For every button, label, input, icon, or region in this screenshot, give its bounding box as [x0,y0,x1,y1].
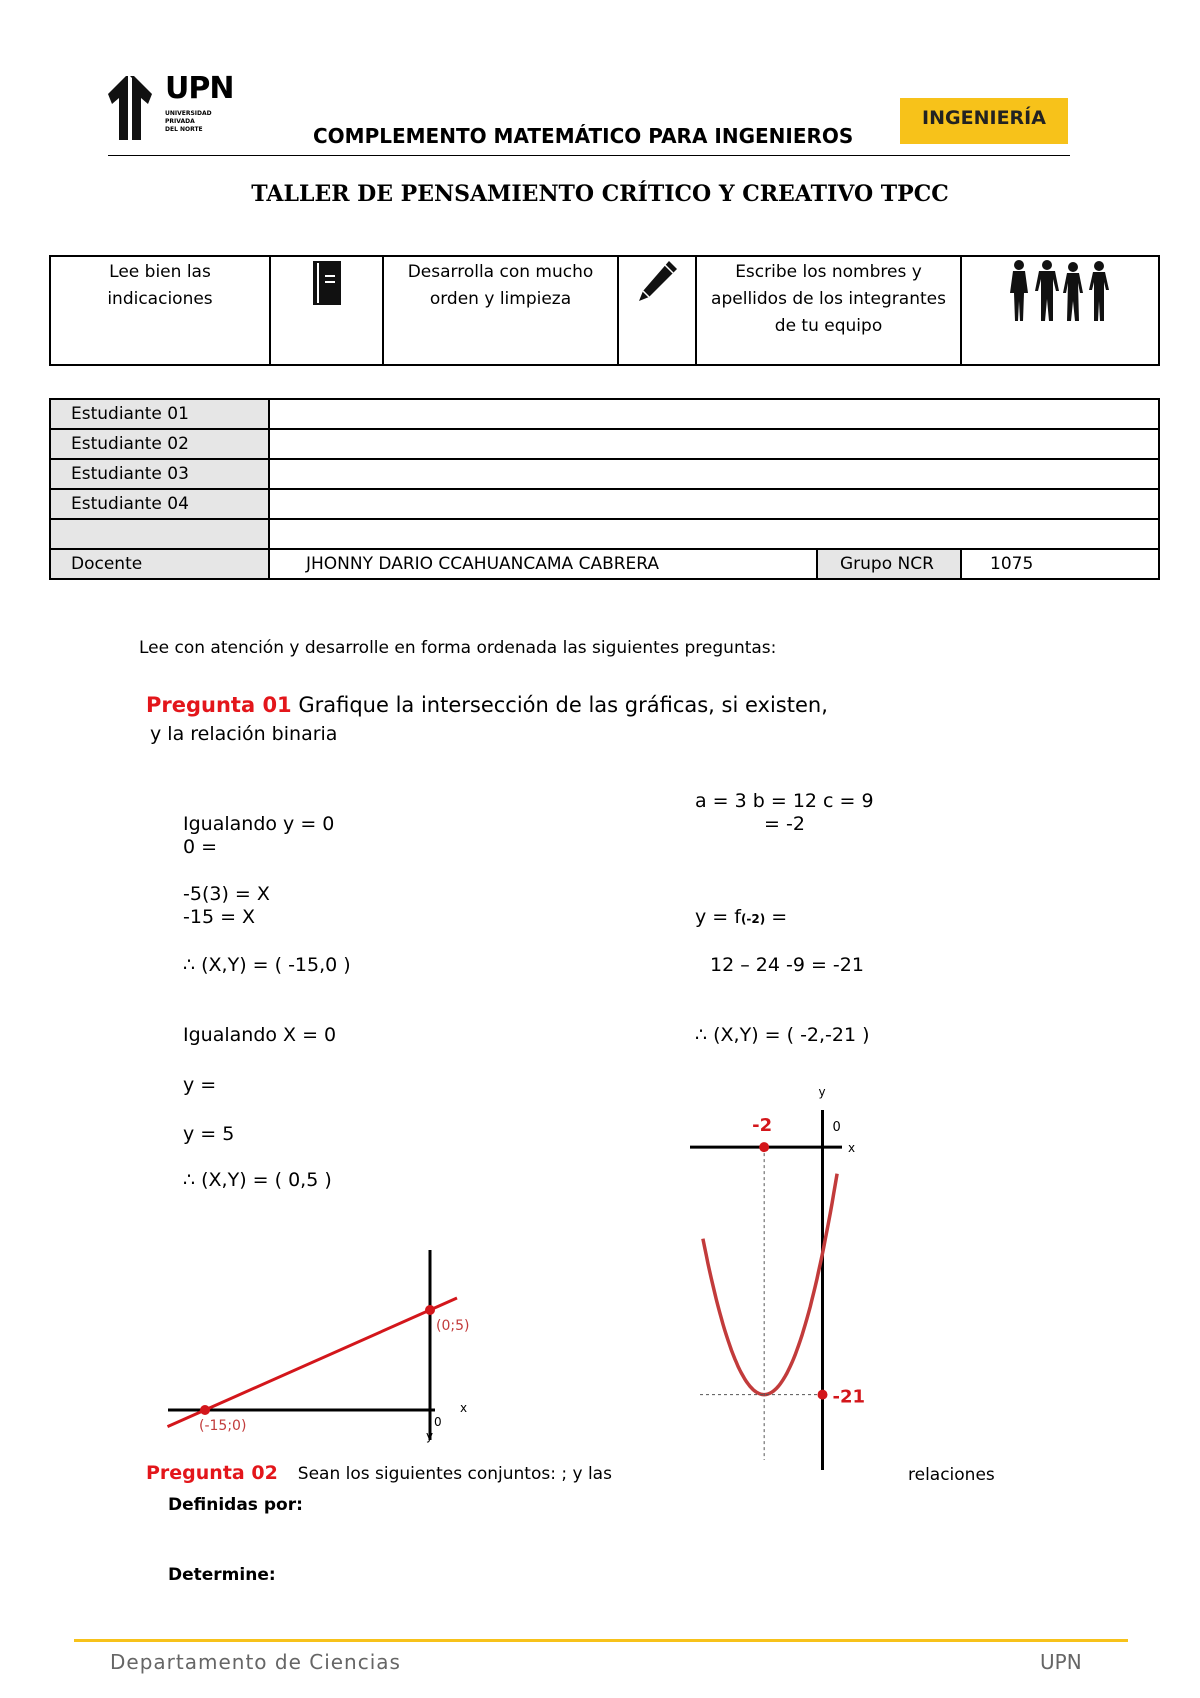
data-point-label: (-15;0) [199,1418,247,1434]
footer-department: Departamento de Ciencias [110,1650,401,1674]
book-icon [311,261,343,305]
grupo-value: 1075 [961,549,1159,579]
origin-label: 0 [434,1415,442,1429]
data-point [425,1305,435,1315]
work-step-abc: a = 3 b = 12 c = 9 [695,790,874,812]
course-title: COMPLEMENTO MATEMÁTICO PARA INGENIEROS [313,124,854,148]
series-line [168,1298,458,1427]
y-axis-label: y [818,1085,826,1099]
docente-name: JHONNY DARIO CCAHUANCAMA CABRERA [269,549,817,579]
student-name-field[interactable] [269,429,1159,459]
student-name-field[interactable] [269,519,1159,549]
student-name-field[interactable] [269,399,1159,429]
data-point-label: -2 [752,1115,773,1137]
docente-label: Docente [50,549,269,579]
faculty-badge: INGENIERÍA [900,98,1068,144]
student-name-field[interactable] [269,459,1159,489]
work-step-calc: 12 – 24 -9 = -21 [710,954,864,976]
instruction-read: Lee bien las indicaciones [50,256,270,365]
upn-logo-icon [108,76,168,140]
book-cell [270,256,383,365]
student-label [50,519,269,549]
team-cell [961,256,1159,365]
question-02-definidas: Definidas por: [168,1495,303,1515]
work-step-eq: = -2 [764,813,805,835]
footer-brand: UPN [1040,1650,1082,1674]
logo-subtitle: UNIVERSIDAD PRIVADA DEL NORTE [165,110,212,133]
instructions-table [49,255,1160,366]
team-silhouettes-icon [1005,259,1115,323]
question-02-relaciones: relaciones [908,1465,995,1485]
origin-label: 0 [832,1120,841,1136]
question-01-label: Pregunta 01 [146,693,292,717]
data-point-label: (0;5) [436,1318,470,1334]
work-step: y = [183,1074,217,1096]
question-01-text-2: y la relación binaria [150,723,338,745]
grupo-label: Grupo NCR [817,549,961,579]
series-parabola [703,1174,837,1395]
question-02-determine: Determine: [168,1565,276,1585]
footer-divider [74,1639,1128,1642]
logo-text: UPN [165,71,234,106]
header-divider [108,155,1070,156]
question-02-label: Pregunta 02 [146,1462,278,1484]
student-name-field[interactable] [269,489,1159,519]
students-table [49,398,1160,580]
pencil-cell [618,256,696,365]
student-label: Estudiante 04 [50,489,269,519]
parabola-graph [690,1080,910,1470]
data-point-label: -21 [832,1386,866,1408]
work-step: -15 = X [183,906,256,928]
intro-text: Lee con atención y desarrolle en forma ordenada las siguientes preguntas: [139,638,777,658]
question-01-text: Grafique la intersección de las gráficas, si existen, [291,693,828,717]
question-02-text: Sean los siguientes conjuntos: ; y las [297,1464,612,1484]
work-step: Igualando y = 0 [183,813,335,835]
work-step: -5(3) = X [183,883,270,905]
data-point [818,1390,828,1400]
page-title: TALLER DE PENSAMIENTO CRÍTICO Y CREATIVO TPCC [251,181,949,207]
data-point [759,1142,769,1152]
data-point [200,1405,210,1415]
student-label: Estudiante 02 [50,429,269,459]
x-axis-label: x [848,1141,856,1156]
x-axis-label: x [460,1401,468,1415]
pencil-icon [635,259,679,303]
instruction-names: Escribe los nombres y apellidos de los integrantes de tu equipo [696,256,961,365]
student-label: Estudiante 01 [50,399,269,429]
line-graph [160,1250,480,1450]
work-step: 0 = [183,836,218,858]
instruction-order: Desarrolla con mucho orden y limpieza [383,256,618,365]
question-02 [146,1462,612,1484]
work-step: y = 5 [183,1123,235,1145]
student-label: Estudiante 03 [50,459,269,489]
work-step: ∴ (X,Y) = ( 0,5 ) [183,1169,332,1191]
work-step-y: y = f(-2) = [695,906,788,928]
work-step-result: ∴ (X,Y) = ( -2,-21 ) [695,1024,870,1046]
work-step: ∴ (X,Y) = ( -15,0 ) [183,954,351,976]
y-axis-label: y [426,1429,434,1443]
question-01 [146,693,828,717]
work-step: Igualando X = 0 [183,1024,337,1046]
